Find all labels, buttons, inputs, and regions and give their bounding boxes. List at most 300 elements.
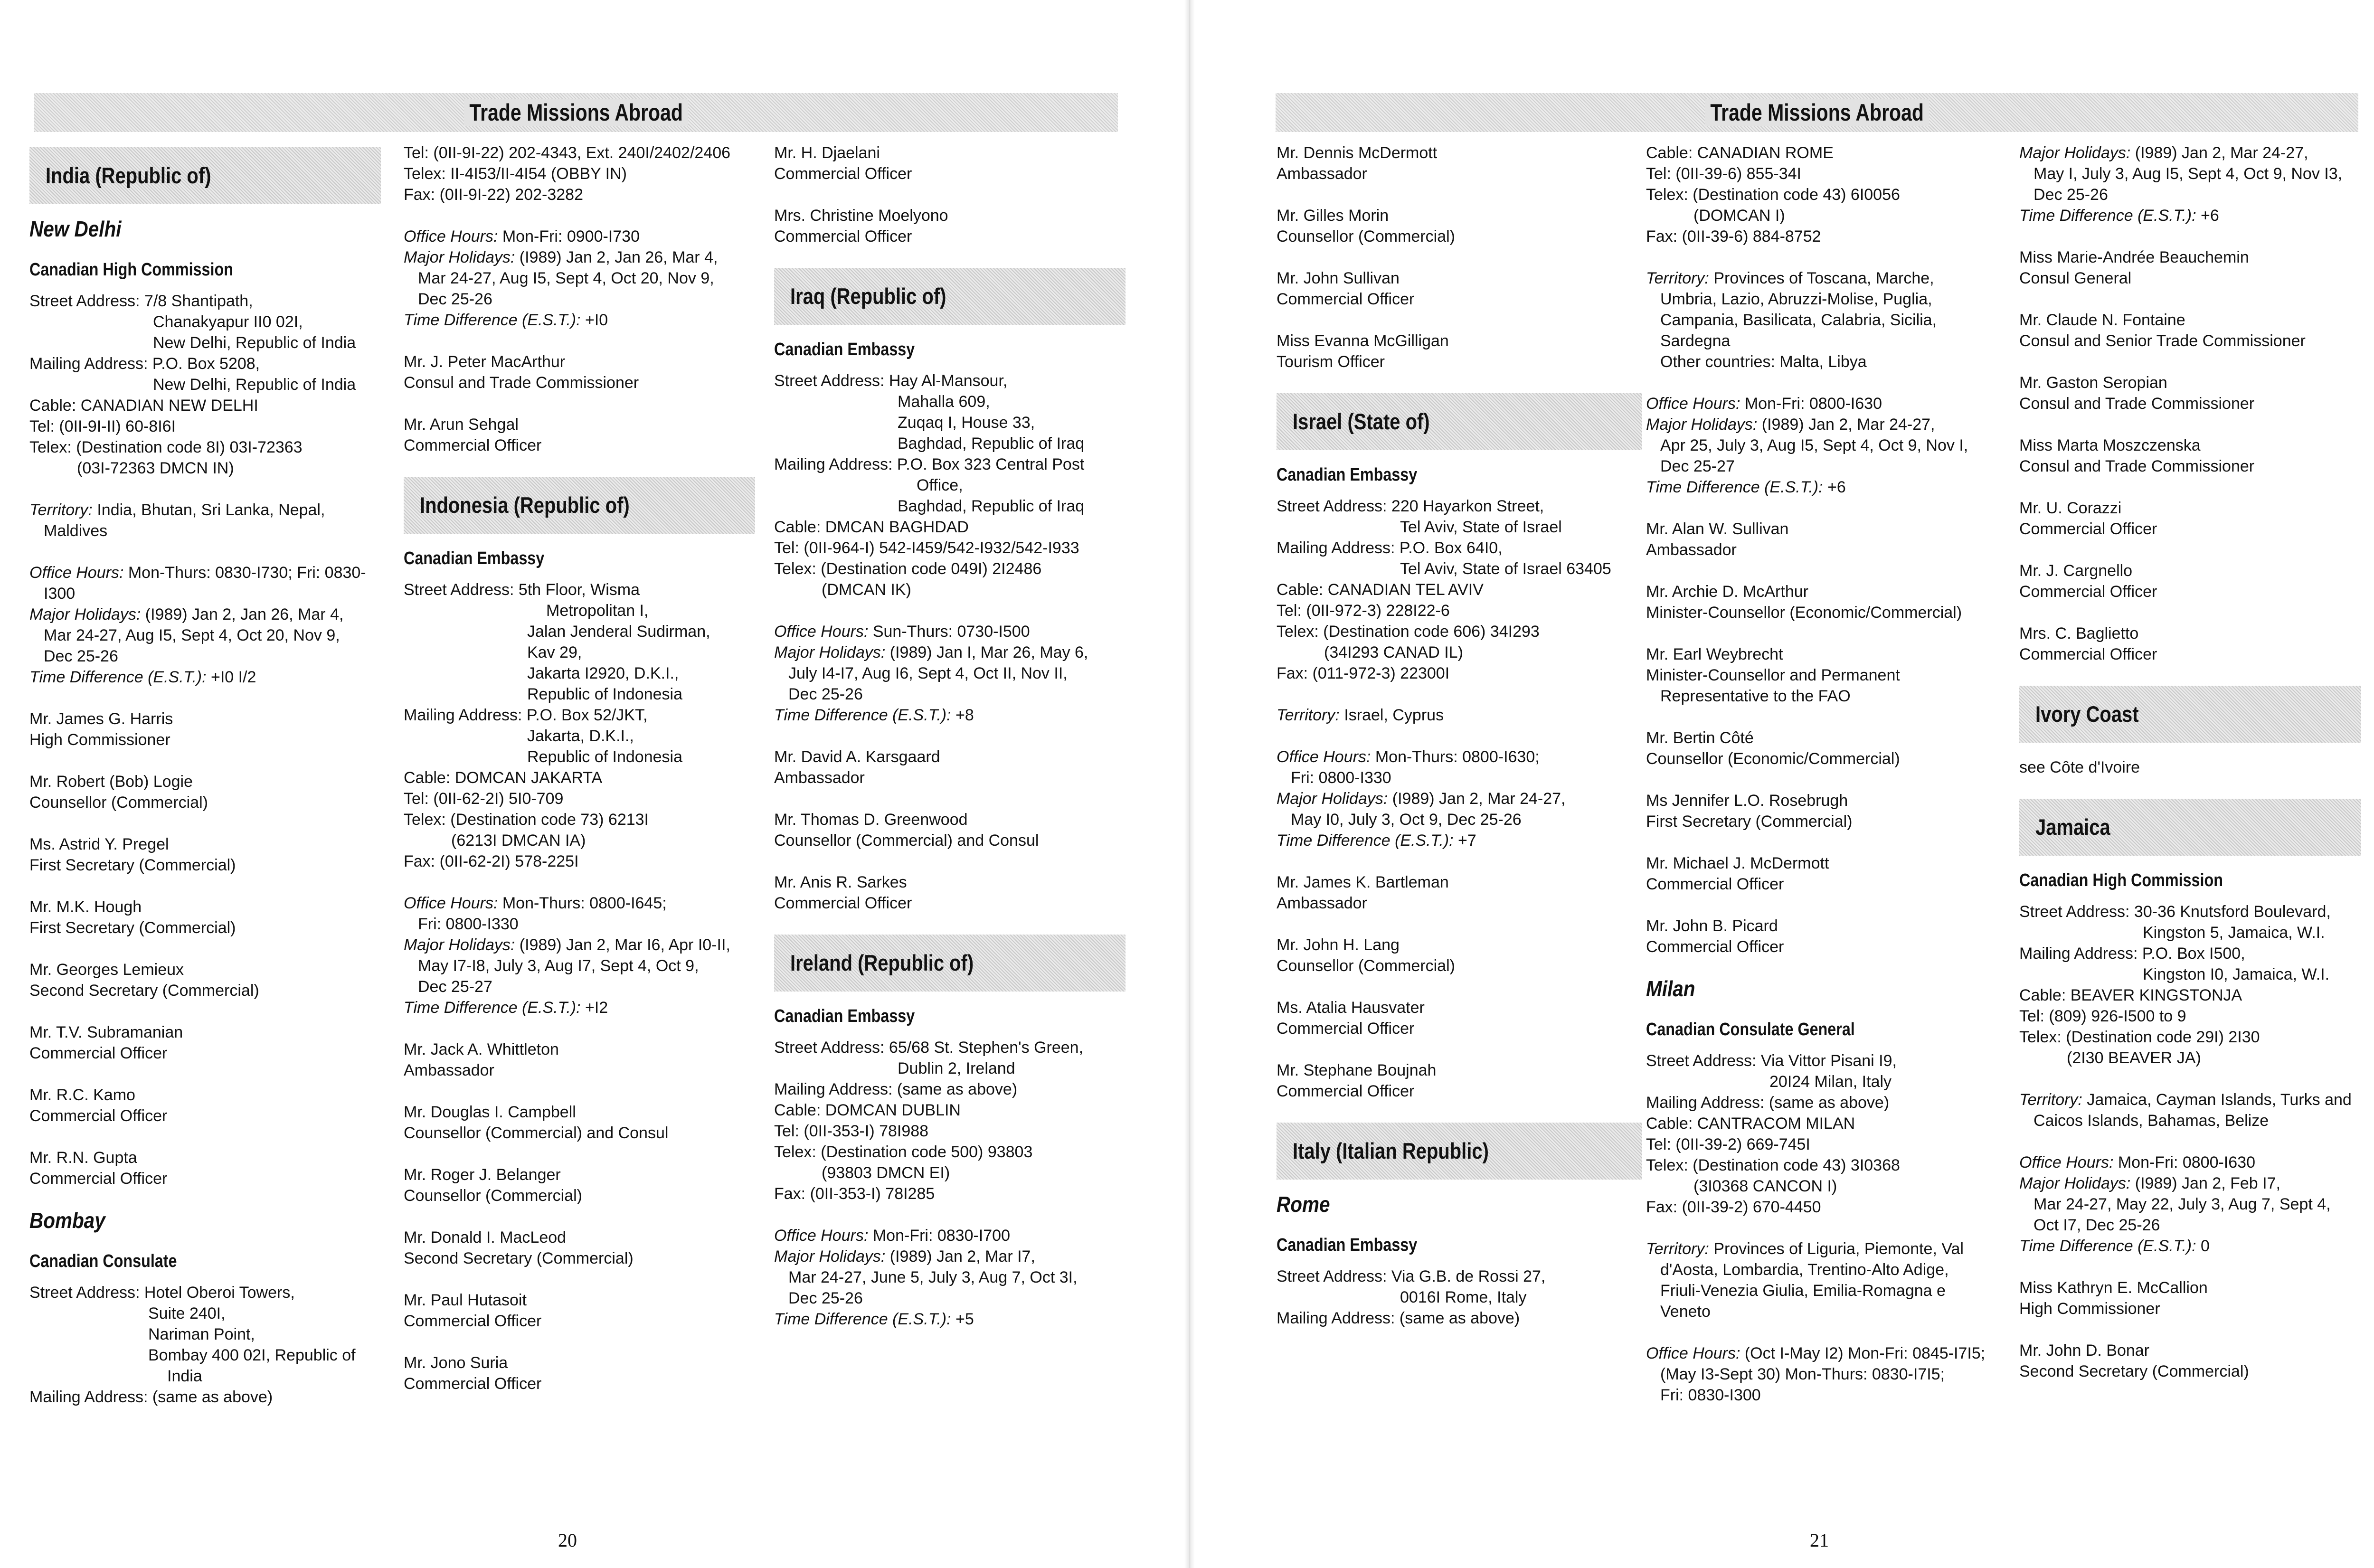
field-value: Suite 240I, [148, 1304, 226, 1322]
info-line [2019, 1006, 2361, 1027]
field-value: Oct I7, Dec 25-26 [2034, 1216, 2160, 1234]
staff-entry [1646, 916, 2016, 957]
field-label: Cable: [774, 518, 821, 536]
info-line [2019, 985, 2361, 1006]
field-value: d'Aosta, Lombardia, Trentino-Alto Adige, [1660, 1261, 1949, 1279]
info-block [1646, 142, 2016, 247]
field-value: (34I293 CANAD IL) [1324, 643, 1463, 661]
field-label: Telex: [1277, 623, 1319, 641]
staff-name: Miss Marta Moszczenska [2019, 436, 2201, 454]
field-value: (same as above) [1769, 1094, 1890, 1112]
staff-entry [29, 834, 381, 876]
field-label: Major Holidays: [29, 605, 141, 623]
staff-entry [774, 872, 1126, 914]
info-line [774, 705, 1126, 726]
field-value: (same as above) [897, 1080, 1018, 1098]
info-line [1646, 1343, 2016, 1364]
field-label: Mailing Address: [404, 706, 522, 724]
field-value: (DMCAN IK) [822, 581, 911, 599]
mission-name: Canadian High Commission [29, 260, 233, 280]
field-value: (0II-62-2I) 5I0-709 [433, 790, 564, 808]
info-line [1646, 268, 2016, 289]
city-name: New Delhi [29, 217, 122, 241]
field-value: Mar 24-27, June 5, July 3, Aug 7, Oct 3I, [788, 1268, 1078, 1286]
field-label: Territory: [1277, 706, 1340, 724]
info-line [774, 496, 1126, 517]
field-value: Mon-Thurs: 0800-I630; [1375, 748, 1540, 766]
staff-entry [1277, 872, 1642, 914]
field-value: (Destination code 049I) 2I2486 [821, 560, 1042, 578]
column [774, 142, 1126, 1351]
staff-title: Commercial Officer [2019, 645, 2157, 663]
staff-entry [1277, 268, 1642, 310]
staff-name: Miss Marie-Andrée Beauchemin [2019, 248, 2249, 266]
staff-entry [29, 1085, 381, 1126]
info-line [2019, 1173, 2361, 1194]
banner-title: Trade Missions Abroad [464, 99, 689, 126]
info-line [774, 1246, 1126, 1267]
info-line [29, 520, 381, 541]
staff-name: Mr. James G. Harris [29, 710, 173, 728]
field-label: Time Difference (E.S.T.): [404, 311, 581, 329]
info-line [1277, 621, 1642, 642]
field-value: Dec 25-26 [788, 1289, 863, 1307]
country-header [2019, 799, 2361, 856]
field-label: Telex: [1646, 1156, 1688, 1174]
info-line [1646, 414, 2016, 435]
field-label: Office Hours: [1646, 1344, 1740, 1362]
mission-name: Canadian Consulate [29, 1251, 177, 1271]
staff-title: Commercial Officer [774, 227, 912, 246]
staff-entry [1277, 142, 1642, 184]
staff-name: Mr. R.N. Gupta [29, 1149, 137, 1167]
info-line [1646, 1134, 2016, 1155]
field-label: Mailing Address: [29, 1388, 148, 1406]
field-value: Jamaica, Cayman Islands, Turks and [2087, 1091, 2352, 1109]
field-value: (I989) Jan I, Mar 26, May 6, [889, 643, 1088, 661]
field-label: Fax: [1646, 1198, 1678, 1216]
column [1646, 142, 2016, 1426]
field-value: Mar 24-27, Aug I5, Sept 4, Oct 20, Nov 9, [44, 626, 340, 644]
info-line [29, 1282, 381, 1303]
field-label: Tel: [1277, 602, 1302, 620]
field-label: Mailing Address: [2019, 945, 2138, 963]
info-line [1646, 142, 2016, 163]
info-line [404, 247, 755, 268]
info-line [774, 1183, 1126, 1204]
country-name: Jamaica [2035, 814, 2110, 840]
info-line [1277, 642, 1642, 663]
info-line [1646, 1280, 2016, 1301]
field-label: Tel: [774, 539, 799, 557]
info-line [774, 370, 1126, 391]
field-label: Street Address: [29, 1284, 140, 1302]
field-label: Telex: [774, 1143, 816, 1161]
staff-entry [774, 746, 1126, 788]
info-line [774, 1142, 1126, 1162]
staff-name: Ms. Astrid Y. Pregel [29, 835, 169, 853]
field-label: Major Holidays: [2019, 1174, 2131, 1192]
info-line [1646, 393, 2016, 414]
info-block [404, 142, 755, 205]
info-line [2019, 964, 2361, 985]
field-label: Office Hours: [29, 564, 124, 582]
field-label: Tel: [29, 417, 55, 435]
field-value: Friuli-Venezia Giulia, Emilia-Romagna e [1660, 1282, 1946, 1300]
info-line [404, 684, 755, 705]
staff-name: Mr. Bertin Côté [1646, 729, 1754, 747]
field-value: Dec 25-26 [2034, 186, 2108, 204]
field-value: Fri: 0800-I330 [418, 915, 519, 933]
field-label: Time Difference (E.S.T.): [774, 706, 951, 724]
staff-entry [1646, 853, 2016, 895]
staff-entry [29, 771, 381, 813]
info-line [1646, 1385, 2016, 1406]
field-label: Mailing Address: [1277, 539, 1395, 557]
info-line [1646, 1259, 2016, 1280]
field-value: +I0 I/2 [211, 668, 256, 686]
field-value: (0II-39-2) 670-4450 [1682, 1198, 1821, 1216]
staff-title-cont: Representative to the FAO [1660, 687, 1851, 705]
field-value: Hotel Oberoi Towers, [144, 1284, 295, 1302]
staff-name: Mr. Archie D. McArthur [1646, 583, 1808, 601]
info-line [1646, 205, 2016, 226]
field-value: (93803 DMCN EI) [822, 1164, 950, 1182]
staff-title: Consul and Trade Commissioner [2019, 395, 2255, 413]
info-line [1646, 1197, 2016, 1218]
staff-name: Mr. Douglas I. Campbell [404, 1103, 576, 1121]
staff-entry [404, 1164, 755, 1206]
field-label: Territory: [1646, 269, 1709, 287]
info-block [1277, 1266, 1642, 1329]
staff-title: Commercial Officer [29, 1107, 168, 1125]
field-value: New Delhi, Republic of India [153, 334, 356, 352]
info-line [29, 416, 381, 437]
staff-entry [2019, 372, 2361, 414]
field-value: CANTRACOM MILAN [1697, 1115, 1855, 1133]
field-value: +5 [955, 1310, 974, 1328]
staff-entry [1277, 205, 1642, 247]
info-line [29, 562, 381, 583]
mission-name: Canadian Embassy [404, 548, 545, 568]
info-line [404, 726, 755, 746]
staff-entry [404, 1102, 755, 1143]
field-value: (I989) Jan 2, Mar 24-27, [1761, 416, 1935, 434]
info-line [1646, 331, 2016, 351]
field-value: Baghdad, Republic of Iraq [898, 497, 1085, 515]
info-line [1277, 1287, 1642, 1308]
page-number: 20 [558, 1530, 577, 1551]
mission-name: Canadian Consulate General [1646, 1020, 1855, 1039]
info-line [404, 976, 755, 997]
field-value: Other countries: Malta, Libya [1660, 353, 1867, 371]
staff-entry [2019, 560, 2361, 602]
staff-entry [2019, 310, 2361, 351]
info-line [774, 684, 1126, 705]
staff-entry [29, 708, 381, 750]
field-label: Telex: [774, 560, 816, 578]
staff-entry [404, 1227, 755, 1269]
field-label: Tel: [1646, 165, 1671, 183]
staff-name: Miss Evanna McGilligan [1277, 332, 1449, 350]
staff-entry [1277, 997, 1642, 1039]
field-value: (Destination code 500) 93803 [821, 1143, 1033, 1161]
field-value: Office, [917, 476, 963, 494]
staff-entry [1277, 935, 1642, 976]
staff-title: High Commissioner [2019, 1300, 2160, 1318]
field-value: (0II-39-2) 669-745I [1675, 1135, 1810, 1153]
mission-name: Canadian Embassy [1277, 465, 1418, 485]
field-value: P.O. Box I500, [2142, 945, 2245, 963]
staff-entry [2019, 498, 2361, 539]
info-line [29, 625, 381, 646]
info-line [2019, 1152, 2361, 1173]
field-value: (Destination code 606) 34I293 [1323, 623, 1540, 641]
info-block [2019, 142, 2361, 226]
mission-name: Canadian Embassy [774, 340, 915, 359]
field-value: India, Bhutan, Sri Lanka, Nepal, [97, 501, 325, 519]
field-value: II-4I53/II-4I54 (OBBY IN) [450, 165, 627, 183]
info-line [774, 1162, 1126, 1183]
field-value: Chanakyapur II0 02I, [153, 313, 303, 331]
info-line [1646, 289, 2016, 310]
staff-title: Commercial Officer [1646, 938, 1784, 956]
staff-title: Counsellor (Commercial) [29, 793, 208, 812]
field-value: Veneto [1660, 1303, 1711, 1321]
info-line [2019, 184, 2361, 205]
mission-name: Canadian Embassy [774, 1006, 915, 1026]
field-value: (I989) Jan 2, Mar I6, Apr I0-II, [519, 936, 730, 954]
city-name: Bombay [29, 1208, 105, 1233]
field-value: (I989) Jan 2, Jan 26, Mar 4, [519, 248, 718, 266]
info-line [29, 1366, 381, 1387]
staff-entry [1646, 644, 2016, 707]
info-line [1646, 1364, 2016, 1385]
staff-entry [2019, 435, 2361, 477]
info-line [29, 374, 381, 395]
field-value: (Destination code 8I) 03I-72363 [76, 438, 303, 456]
field-label: Territory: [29, 501, 93, 519]
staff-entry [1277, 1060, 1642, 1102]
field-label: Tel: [404, 790, 429, 808]
info-line [2019, 1194, 2361, 1215]
field-value: I300 [44, 585, 76, 603]
field-value: Dec 25-27 [418, 978, 492, 996]
page-banner [1276, 93, 2358, 132]
staff-title: Minister-Counsellor (Economic/Commercial) [1646, 604, 1962, 622]
field-label: Office Hours: [774, 623, 869, 641]
staff-title: Commercial Officer [2019, 520, 2157, 538]
field-value: +I2 [585, 999, 608, 1017]
field-label: Mailing Address: [774, 1080, 893, 1098]
info-block [774, 370, 1126, 600]
field-value: +6 [2201, 207, 2219, 225]
mission-name: Canadian Embassy [1277, 1235, 1418, 1255]
info-line [774, 391, 1126, 412]
staff-entry [404, 414, 755, 456]
info-line [404, 997, 755, 1018]
country-name: Italy (Italian Republic) [1293, 1138, 1489, 1163]
info-line [404, 893, 755, 914]
field-label: Office Hours: [774, 1227, 869, 1245]
info-line [404, 851, 755, 872]
staff-name: Mrs. Christine Moelyono [774, 207, 948, 225]
field-value: Sun-Thurs: 0730-I500 [872, 623, 1030, 641]
field-label: Time Difference (E.S.T.): [774, 1310, 951, 1328]
staff-entry [29, 1022, 381, 1064]
field-value: (Destination code 43) 6I0056 [1693, 186, 1900, 204]
info-line [774, 558, 1126, 579]
field-label: Cable: [1646, 144, 1693, 162]
field-value: (I989) Jan 2, Mar 24-27, [2135, 144, 2308, 162]
staff-name: Mr. Georges Lemieux [29, 961, 184, 979]
field-value: Fri: 0830-I300 [1660, 1386, 1761, 1404]
info-line [2019, 142, 2361, 163]
info-block [774, 1225, 1126, 1330]
staff-title: Commercial Officer [1646, 875, 1784, 893]
field-label: Tel: [774, 1122, 799, 1140]
field-label: Major Holidays: [774, 1247, 886, 1266]
field-value: Maldives [44, 522, 108, 540]
field-value: DOMCAN DUBLIN [825, 1101, 961, 1119]
page-right [1195, 0, 2374, 1568]
field-value: Mahalla 609, [898, 393, 990, 411]
staff-title: Commercial Officer [1277, 1020, 1415, 1038]
field-value: (same as above) [152, 1388, 273, 1406]
field-value: Campania, Basilicata, Calabria, Sicilia, [1660, 311, 1937, 329]
field-label: Time Difference (E.S.T.): [2019, 207, 2196, 225]
field-label: Mailing Address: [774, 455, 893, 473]
staff-name: Miss Kathryn E. McCallion [2019, 1279, 2208, 1297]
staff-title: Commercial Officer [1277, 290, 1415, 308]
info-line [404, 142, 755, 163]
info-line [774, 621, 1126, 642]
field-value: Hay Al-Mansour, [889, 372, 1008, 390]
field-value: Fri: 0800-I330 [1291, 769, 1391, 787]
staff-name: Mr. U. Corazzi [2019, 499, 2122, 517]
info-line [1277, 1266, 1642, 1287]
field-value: (I989) Jan 2, Mar 24-27, [1392, 790, 1566, 808]
info-line [404, 579, 755, 600]
field-value: (May I3-Sept 30) Mon-Thurs: 0830-I7I5; [1660, 1365, 1945, 1383]
field-value: (Destination code 73) 6213I [450, 811, 649, 829]
field-label: Cable: [774, 1101, 821, 1119]
staff-entry [1646, 790, 2016, 832]
staff-entry [2019, 623, 2361, 665]
staff-title: Ambassador [1277, 165, 1367, 183]
field-value: DMCAN BAGHDAD [825, 518, 969, 536]
staff-entry [2019, 1277, 2361, 1319]
field-label: Fax: [1646, 227, 1678, 246]
field-label: Major Holidays: [2019, 144, 2131, 162]
field-value: see Côte d'Ivoire [2019, 758, 2140, 776]
field-value: 0 [2201, 1237, 2210, 1255]
info-line [404, 621, 755, 642]
staff-name: Mr. Gilles Morin [1277, 207, 1389, 225]
staff-title: Counsellor (Commercial) [1277, 957, 1455, 975]
info-line [1277, 517, 1642, 538]
column [1277, 142, 1642, 1350]
info-block [29, 291, 381, 479]
info-line [1277, 767, 1642, 788]
info-block [404, 579, 755, 872]
staff-entry [29, 897, 381, 938]
field-value: (0II-964-I) 542-I459/542-I932/542-I933 [804, 539, 1079, 557]
staff-title: Second Secretary (Commercial) [404, 1249, 634, 1267]
field-value: Provinces of Toscana, Marche, [1713, 269, 1934, 287]
staff-name: Mr. Anis R. Sarkes [774, 873, 907, 891]
field-label: Territory: [2019, 1091, 2082, 1109]
info-line [2019, 1027, 2361, 1048]
country-header [1277, 393, 1642, 450]
staff-title: Tourism Officer [1277, 353, 1385, 371]
field-label: Street Address: [404, 581, 514, 599]
staff-entry [404, 1352, 755, 1394]
info-line [774, 475, 1126, 496]
field-label: Telex: [2019, 1028, 2062, 1046]
field-label: Territory: [1646, 1240, 1709, 1258]
country-name: Ivory Coast [2035, 701, 2139, 727]
field-label: Fax: [1277, 664, 1308, 682]
info-line [1277, 705, 1642, 726]
info-line [1646, 163, 2016, 184]
info-line [1646, 477, 2016, 498]
staff-title: Minister-Counsellor and Permanent [1646, 666, 1900, 684]
field-value: May I0, July 3, Oct 9, Dec 25-26 [1291, 811, 1522, 829]
staff-title: Consul General [2019, 269, 2132, 287]
country-header [29, 147, 381, 204]
info-line [404, 935, 755, 955]
field-value: (0II-353-I) 78I285 [810, 1185, 935, 1203]
staff-name: Mr. Michael J. McDermott [1646, 854, 1829, 872]
info-line [29, 604, 381, 625]
field-label: Street Address: [1277, 497, 1387, 515]
country-header [2019, 686, 2361, 743]
staff-title: First Secretary (Commercial) [1646, 812, 1853, 831]
country-name: India (Republic of) [46, 163, 211, 188]
info-line [774, 1037, 1126, 1058]
field-value: Mar 24-27, Aug I5, Sept 4, Oct 20, Nov 9, [418, 269, 714, 287]
field-value: (same as above) [1399, 1309, 1520, 1327]
info-line [404, 788, 755, 809]
info-line [2019, 943, 2361, 964]
info-line [774, 412, 1126, 433]
staff-name: Mr. Jack A. Whittleton [404, 1040, 559, 1058]
staff-name: Mr. Paul Hutasoit [404, 1291, 527, 1309]
staff-title: Ambassador [774, 769, 865, 787]
info-block [1646, 1238, 2016, 1322]
info-line [1646, 226, 2016, 247]
staff-entry [29, 959, 381, 1001]
staff-name: Mr. John B. Picard [1646, 917, 1778, 935]
field-value: Caicos Islands, Bahamas, Belize [2034, 1112, 2269, 1130]
field-label: Street Address: [774, 372, 885, 390]
field-label: Telex: [1646, 186, 1688, 204]
field-value: (011-972-3) 22300I [1312, 664, 1450, 682]
field-value: Dec 25-26 [44, 647, 118, 665]
field-value: 7/8 Shantipath, [144, 292, 253, 310]
city-name: Rome [1277, 1192, 1330, 1217]
column [2019, 142, 2361, 1403]
field-value: Nariman Point, [148, 1325, 255, 1343]
info-block [29, 1282, 381, 1407]
staff-name: Mr. James K. Bartleman [1277, 873, 1449, 891]
info-block [2019, 1152, 2361, 1256]
info-line [774, 1121, 1126, 1142]
page-number: 21 [1810, 1530, 1829, 1551]
field-value: (I989) Jan 2, Mar I7, [889, 1247, 1035, 1266]
country-name: Iraq (Republic of) [790, 283, 946, 309]
